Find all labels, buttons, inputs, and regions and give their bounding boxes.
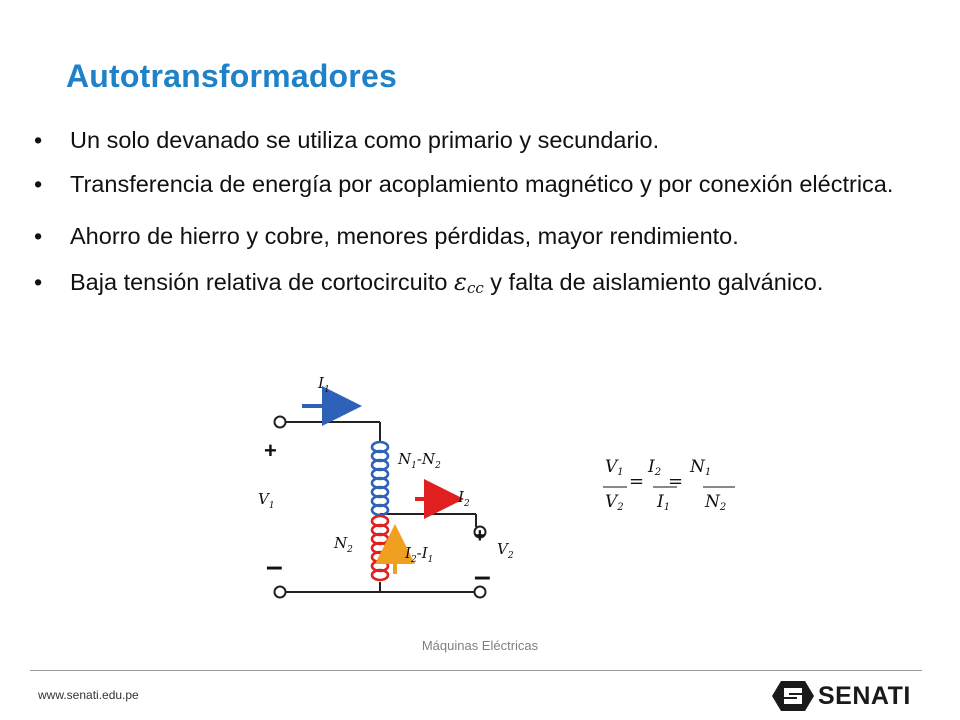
bullet-text: Transferencia de energía por acoplamiento magnético y por conexión eléctrica. bbox=[70, 171, 894, 197]
footer-divider bbox=[30, 670, 922, 671]
bullet-item bbox=[34, 166, 940, 202]
epsilon-cc-symbol: $\varepsilon_{cc}$ bbox=[454, 268, 484, 297]
eq-i1: I1 bbox=[657, 492, 671, 513]
equals-sign-2: = bbox=[668, 471, 684, 492]
eq-i2: I2 bbox=[648, 457, 662, 478]
bullet-list bbox=[34, 122, 940, 318]
eq-v1: V1 bbox=[605, 457, 624, 478]
terminal-top-left bbox=[275, 417, 286, 428]
footer-course-name: Máquinas Eléctricas bbox=[421, 638, 539, 653]
lower-coil-winding bbox=[372, 516, 388, 580]
footer-url[interactable]: www.senati.edu.pe bbox=[38, 688, 139, 702]
bullet-text: Un solo devanado se utiliza como primario y secundario. bbox=[70, 127, 660, 153]
bullet-item bbox=[34, 218, 940, 254]
plus-sign-left: + bbox=[264, 438, 277, 463]
label-i2-i1: $I_2-I_1$ bbox=[405, 544, 434, 565]
senati-logo-icon bbox=[772, 681, 814, 711]
upper-coil-winding bbox=[372, 442, 388, 515]
plus-sign-right: + bbox=[474, 525, 486, 547]
label-v1: $V_1$ bbox=[258, 490, 275, 511]
bullet-text: Baja tensión relativa de cortocircuito bbox=[70, 269, 455, 295]
eq-n2: N2 bbox=[705, 492, 727, 513]
terminal-bottom-left bbox=[275, 587, 286, 598]
autotransformer-circuit-diagram bbox=[250, 360, 550, 610]
eq-n1: N1 bbox=[690, 457, 712, 478]
bullet-item bbox=[34, 264, 940, 306]
senati-logo-text: SENATI bbox=[818, 682, 911, 710]
equals-sign-1: = bbox=[629, 471, 645, 492]
minus-sign-right: – bbox=[474, 560, 491, 593]
slide-title: Autotransformadores bbox=[66, 58, 397, 94]
bullet-dot: • bbox=[34, 269, 43, 295]
label-v2: $V_2$ bbox=[497, 540, 514, 561]
ratio-equation bbox=[595, 450, 775, 520]
label-n2: $N_2$ bbox=[334, 534, 353, 555]
minus-sign-left: – bbox=[266, 550, 283, 583]
label-i1: $I_1$ bbox=[318, 374, 330, 395]
bullet-dot: • bbox=[34, 171, 43, 197]
bullet-text: Ahorro de hierro y cobre, menores pérdidas, mayor rendimiento. bbox=[70, 223, 739, 249]
eq-v2: V2 bbox=[605, 492, 624, 513]
bullet-item bbox=[34, 122, 940, 158]
bullet-text-continued: y falta de aislamiento galvánico. bbox=[483, 269, 824, 295]
bullet-dot: • bbox=[34, 127, 43, 153]
bullet-dot: • bbox=[34, 223, 43, 249]
label-n1-n2: $N_1-N_2$ bbox=[398, 450, 441, 471]
label-i2: $I_2$ bbox=[458, 488, 470, 509]
